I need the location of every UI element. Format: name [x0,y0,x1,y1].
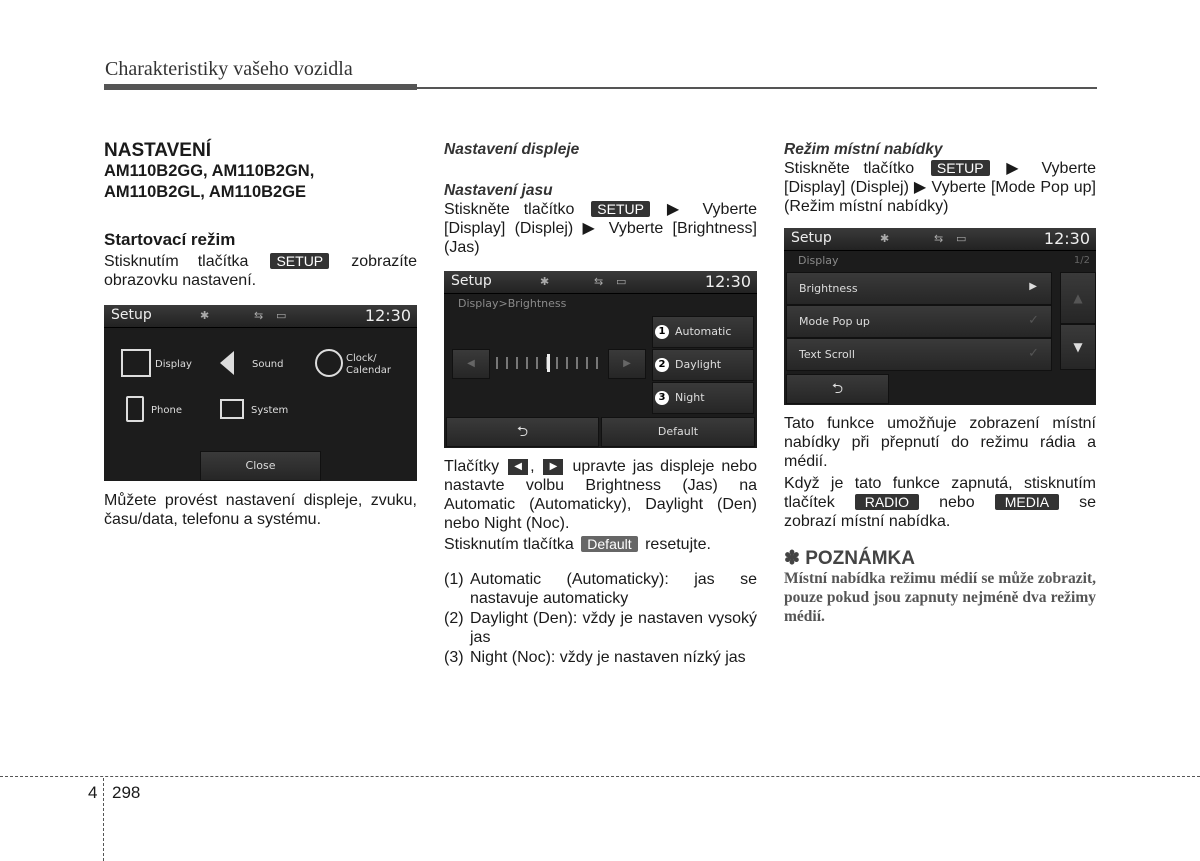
instr-part-b: ▶ Vyberte [666,201,758,218]
popup-usage [784,474,1096,531]
default-label: Default [657,425,699,438]
screen-clock: 12:30 [1043,229,1090,248]
start-text-part-b: zobrazíte obrazovku nastavení. [104,253,418,289]
start-mode-text [104,252,417,290]
menu-display[interactable]: Display [155,359,192,370]
column-1 [104,140,417,290]
screen-clock: 12:30 [704,272,751,291]
screen-status-bar [784,228,1096,251]
default-button[interactable] [601,417,755,447]
chapter-number: 4 [88,783,98,802]
menu-clock[interactable] [346,353,391,377]
screen-subtitle: Display [798,254,839,267]
list-item-text: Night (Noc): vždy je nastaven nízký jas [470,649,746,666]
screen-title: Setup [451,273,492,289]
left-arrow-button-label: ◀ [508,459,528,475]
menu-clock-line-1: Clock/ [346,353,377,364]
option-automatic-label: Automatic [675,325,732,338]
menu-clock-line-2: Calendar [346,365,391,376]
popup-instruction [784,159,1096,216]
instr-part-b: ▶ Vyberte [1006,160,1097,177]
callout-3: 3 [655,391,669,405]
text2-part-a: Když je tato funkce zapnutá, stisknutím tlačítek [784,475,1096,511]
display-settings-heading: Nastavení displeje [444,141,580,158]
page-number: 298 [112,783,141,802]
brightness-increase-button[interactable] [608,349,646,379]
screen-title: Setup [111,307,152,323]
brightness-options-list [444,570,757,667]
row-text-scroll[interactable] [786,338,1052,371]
usb-icon: ⇆ [594,275,604,288]
text2-part-b: resetujte. [645,536,711,553]
display-menu-screen [784,228,1096,405]
close-button[interactable] [200,451,321,481]
screen-status-bar [444,271,757,294]
radio-button-label: RADIO [855,494,919,510]
instr-part-a: Stiskněte tlačítko [444,201,575,218]
sound-icon [220,351,234,375]
text2-part-b: nebo [939,494,975,511]
back-button[interactable] [446,417,599,447]
back-button[interactable] [786,374,889,404]
brightness-decrease-button[interactable] [452,349,490,379]
text2-part-a: Stisknutím tlačítka [444,536,574,553]
setup-home-screen [104,305,417,481]
battery-icon: ▭ [276,309,287,322]
down-arrow-icon: ▼ [1073,340,1083,354]
model-codes-line-1: AM110B2GG, AM110B2GN, [104,162,315,180]
list-item [444,609,757,647]
running-header: Charakteristiky vašeho vozidla [105,58,353,80]
scroll-down-button[interactable] [1060,324,1096,370]
bluetooth-icon: ✱ [200,309,210,322]
screen-breadcrumb: Display>Brightness [458,297,567,310]
arrow-buttons-text [444,457,757,533]
column-2 [444,140,757,257]
screen-clock: 12:30 [364,306,411,325]
default-button-label: Default [581,536,637,552]
instr-part-a: Stiskněte tlačítko [784,160,915,177]
text1-part-b: upravte jas displeje nebo nastavte volbu Brightness (Jas) na Automatic (Automaticky), Daylight (Den) nebo Night (Noc). [444,458,757,532]
option-night-label: Night [675,391,705,404]
text1-part-a: Tlačítky [444,458,500,475]
section-title: NASTAVENÍ [104,140,211,161]
row-mode-popup[interactable] [786,305,1052,338]
text2-part-c: se zobrazí místní nabídka. [784,494,1096,530]
column-3 [784,140,1096,216]
screen-status-bar [104,305,417,328]
default-text [444,535,757,554]
footer-vertical-divider [103,778,104,861]
bluetooth-icon: ✱ [540,275,550,288]
row-brightness[interactable] [786,272,1052,305]
header-rule-thick [104,84,417,90]
display-icon [121,349,151,377]
setup-button-label: SETUP [591,201,650,217]
row-mode-popup-label: Mode Pop up [799,315,870,328]
battery-icon: ▭ [956,232,967,245]
comma: , [530,458,535,475]
row-brightness-label: Brightness [799,282,858,295]
callout-1: 1 [655,325,669,339]
option-night-content [653,383,753,413]
note-title: ✽ POZNÁMKA [784,548,915,569]
usb-icon: ⇆ [254,309,264,322]
screen1-caption: Můžete provést nastavení displeje, zvuku, času/data, telefonu a systému. [104,492,417,528]
list-item [444,648,757,667]
bluetooth-icon: ✱ [880,232,890,245]
usb-icon: ⇆ [934,232,944,245]
screen-title: Setup [791,230,832,246]
close-label: Close [245,459,276,472]
back-arrow-icon: ⮌ [516,424,529,440]
list-item-text: Daylight (Den): vždy je nastaven vysoký jas [470,610,757,646]
battery-icon: ▭ [616,275,627,288]
option-night[interactable] [652,382,754,414]
brightness-slider-track[interactable] [496,357,606,369]
row-text-scroll-label: Text Scroll [799,348,855,361]
note-text: Místní nabídka režimu médií se může zobrazit, pouze pokud jsou zapnuty nejméně dva režimy médií. [784,570,1096,625]
header-rule-thin [417,87,1097,89]
right-arrow-icon: ▶ [623,358,631,369]
row-arrow-icon: ▶ [1029,281,1037,292]
callout-2: 2 [655,358,669,372]
up-arrow-icon: ▲ [1073,291,1083,305]
popup-mode-heading: Režim místní nabídky [784,141,943,158]
system-icon [220,399,244,419]
checkbox-icon[interactable]: ✓ [1028,346,1039,361]
popup-description: Tato funkce umožňuje zobrazení místní nabídky při přepnutí do režimu rádia a médií. [784,415,1096,470]
list-item-number: (3) [444,649,464,666]
start-text-part-a: Stisknutím tlačítka [104,253,249,270]
left-arrow-icon: ◀ [467,358,475,369]
phone-icon [126,396,144,422]
menu-phone[interactable]: Phone [151,405,182,416]
option-daylight-label: Daylight [675,358,722,371]
instr-part-c: [Display] (Displej) ▶ Vyberte [Brightness] (Jas) [444,220,757,256]
footer-divider [0,776,1200,777]
model-codes-line-2: AM110B2GL, AM110B2GE [104,183,307,201]
clock-icon [315,349,343,377]
brightness-slider-handle[interactable] [547,354,550,372]
back-arrow-icon: ⮌ [831,381,844,397]
list-item-number: (2) [444,610,464,627]
option-automatic[interactable] [652,316,754,348]
list-item-text: Automatic (Automaticky): jas se nastavuje automaticky [470,571,757,607]
menu-sound[interactable]: Sound [252,359,284,370]
start-mode-heading: Startovací režim [104,230,236,249]
setup-button-label: SETUP [270,253,329,269]
scroll-up-button[interactable] [1060,272,1096,324]
checkbox-icon[interactable]: ✓ [1028,313,1039,328]
brightness-instruction [444,200,757,257]
page-indicator: 1/2 [1073,255,1090,266]
instr-part-c: [Display] (Displej) ▶ Vyberte [Mode Pop up] (Režim místní nabídky) [784,179,1096,215]
list-item [444,570,757,608]
brightness-screen [444,271,757,448]
setup-button-label: SETUP [931,160,990,176]
menu-system[interactable]: System [251,405,289,416]
right-arrow-button-label: ▶ [543,459,563,475]
list-item-number: (1) [444,571,464,588]
option-automatic-content [653,317,753,347]
media-button-label: MEDIA [995,494,1059,510]
option-daylight[interactable] [652,349,754,381]
option-daylight-content [653,350,753,380]
column-3-lower [784,414,1096,626]
brightness-heading: Nastavení jasu [444,182,553,199]
column-2-lower [444,457,757,667]
